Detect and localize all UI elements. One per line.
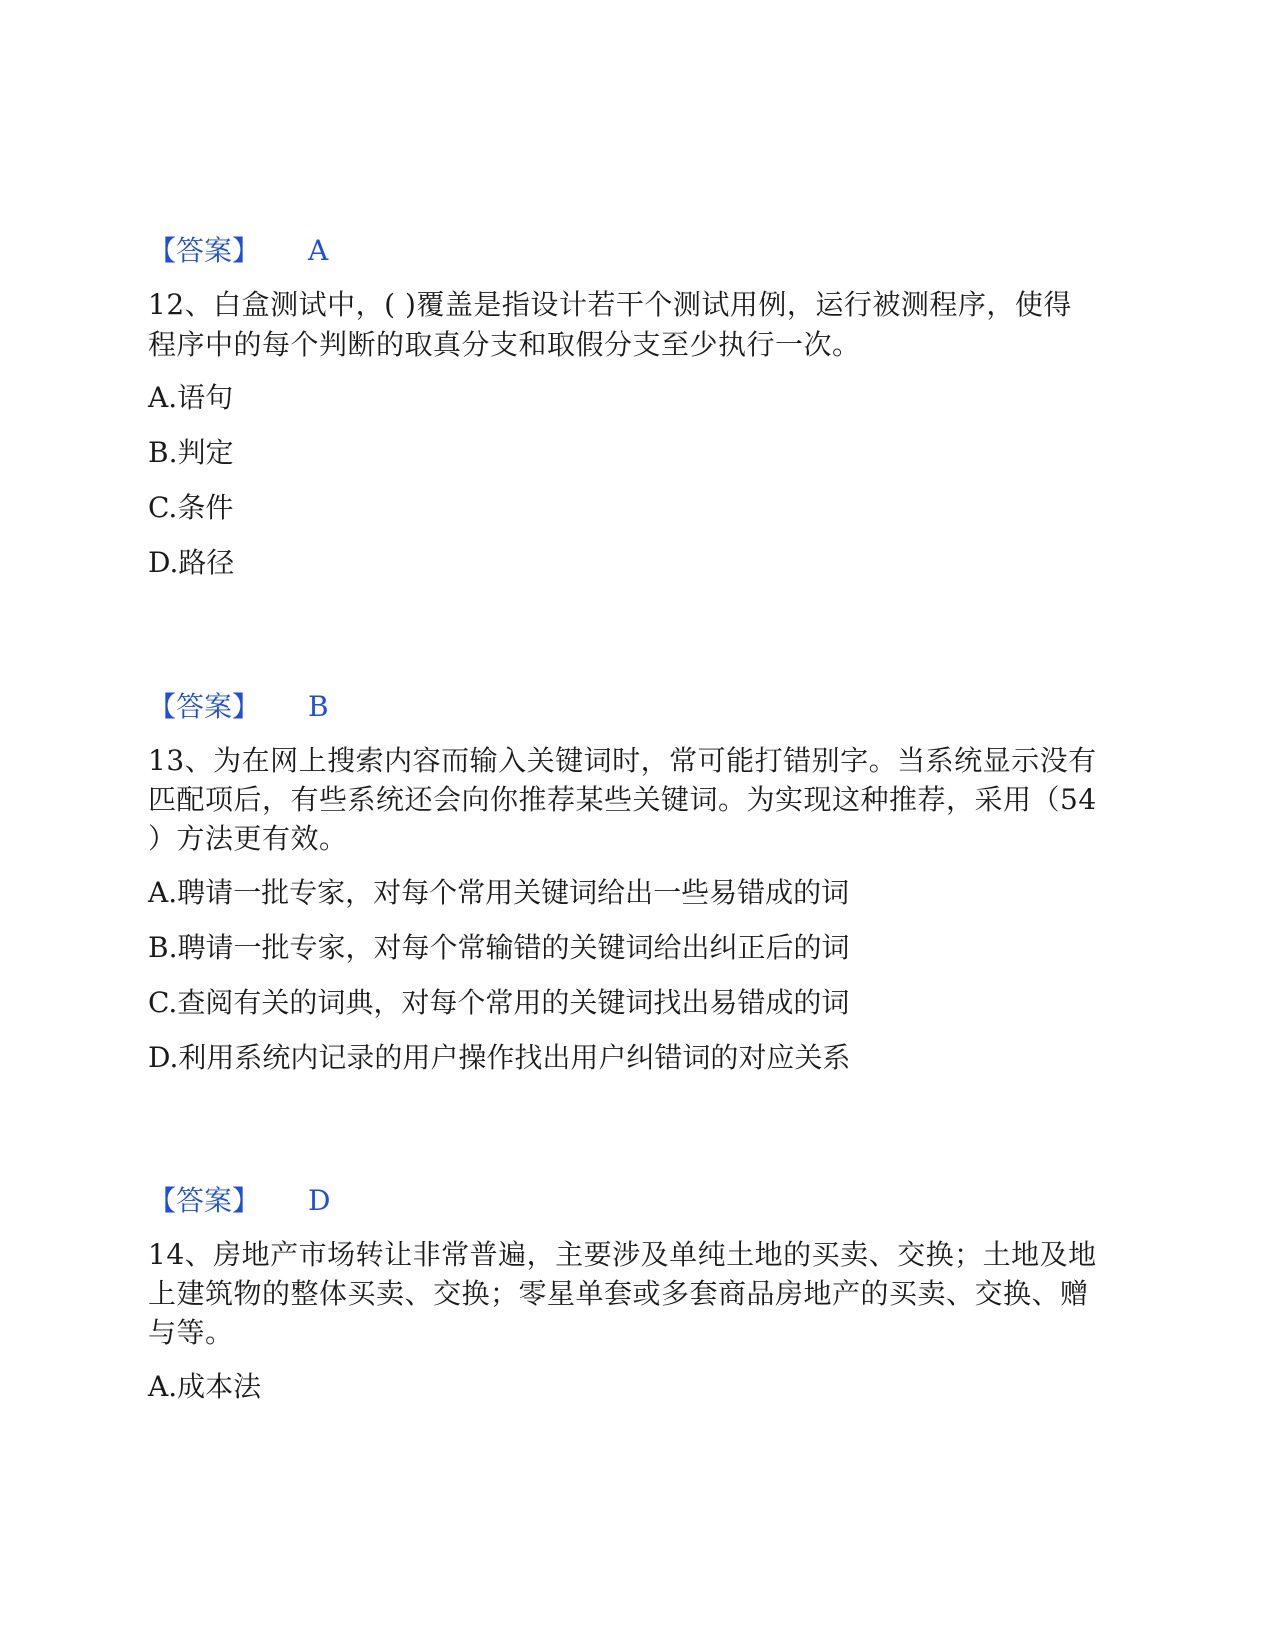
question-12-option-c: C.条件 — [148, 491, 234, 524]
question-13-option-b: B.聘请一批专家，对每个常输错的关键词给出纠正后的词 — [148, 931, 850, 964]
answer-line — [148, 1183, 330, 1219]
answer-letter: A — [308, 234, 329, 267]
question-12-line-2: 程序中的每个判断的取真分支和取假分支至少执行一次。 — [148, 328, 861, 361]
question-13-option-a: A.聘请一批专家，对每个常用关键词给出一些易错成的词 — [148, 876, 850, 909]
question-13-option-c: C.查阅有关的词典，对每个常用的关键词找出易错成的词 — [148, 986, 850, 1019]
question-14-line-3: 与等。 — [148, 1316, 234, 1349]
answer-label: 【答案】 — [148, 690, 261, 723]
question-14-option-a: A.成本法 — [148, 1370, 262, 1403]
question-12-option-a: A.语句 — [148, 381, 234, 414]
answer-line — [148, 233, 328, 269]
question-13-option-d: D.利用系统内记录的用户操作找出用户纠错词的对应关系 — [148, 1041, 851, 1074]
question-12-line-1: 12、白盒测试中，( )覆盖是指设计若干个测试用例，运行被测程序，使得 — [148, 288, 1072, 321]
question-12-option-b: B.判定 — [148, 436, 234, 469]
answer-label: 【答案】 — [148, 1184, 261, 1217]
question-13-line-3: ）方法更有效。 — [148, 822, 348, 855]
question-14-line-1: 14、房地产市场转让非常普遍，主要涉及单纯土地的买卖、交换；土地及地 — [148, 1238, 1097, 1271]
question-13-line-1: 13、为在网上搜索内容而输入关键词时，常可能打错别字。当系统显示没有 — [148, 744, 1097, 777]
answer-label: 【答案】 — [148, 234, 261, 267]
answer-line — [148, 689, 329, 725]
question-13-line-2: 匹配项后，有些系统还会向你推荐某些关键词。为实现这种推荐，采用（54 — [148, 783, 1097, 816]
answer-letter: B — [308, 690, 329, 723]
question-12-option-d: D.路径 — [148, 546, 235, 579]
question-14-line-2: 上建筑物的整体买卖、交换；零星单套或多套商品房地产的买卖、交换、赠 — [148, 1277, 1089, 1310]
answer-letter: D — [308, 1184, 331, 1217]
